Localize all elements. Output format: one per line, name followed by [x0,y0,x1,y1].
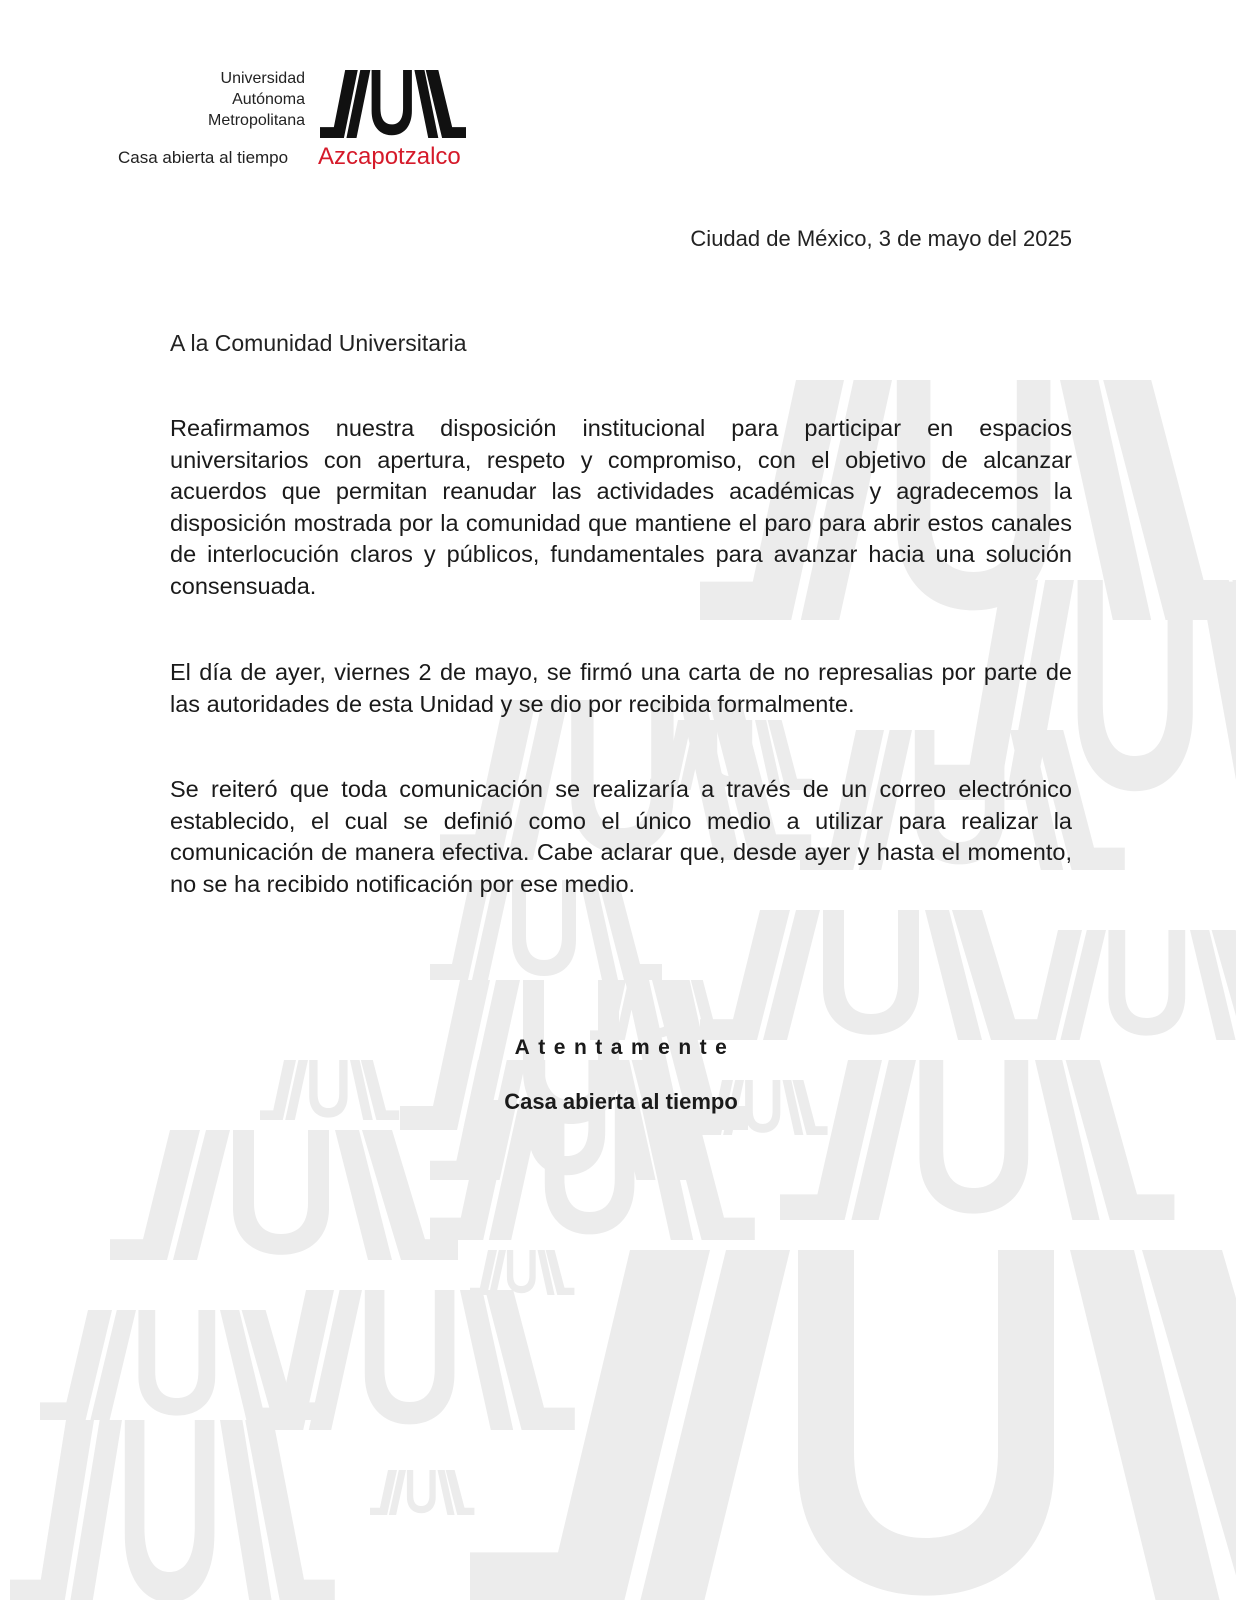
closing-motto: Casa abierta al tiempo [504,1089,738,1114]
paragraph: Se reiteró que toda comunicación se realizaría a través de un correo electrónico establecido, el cual se definió como el único medio a utilizar para realizar la comunicación de manera efectiva. Cabe aclarar que, desde ayer y hasta el momento, no se ha recibido notificación por ese medio. [170,776,1072,897]
university-name-line: Metropolitana [208,112,305,129]
letter-body [170,0,1072,1600]
letter-addressee: A la Comunidad Universitaria [170,330,467,356]
paragraph: El día de ayer, viernes 2 de mayo, se firmó una carta de no represalias por parte de las autoridades de esta Unidad y se dio por recibida formalmente. [170,659,1072,717]
logo-tagline: Casa abierta al tiempo [118,148,289,167]
campus-name: Azcapotzalco [318,143,461,170]
closing-salutation: Atentamente [514,1036,736,1059]
university-name-line: Universidad [220,70,305,87]
paragraph: Reafirmamos nuestra disposición institucional para participar en espacios universitarios con apertura, respeto y compromiso, con el objetivo de alcanzar acuerdos que permitan reanudar las actividades académicas y agradecemos la disposición mostrada por la comunidad que mantiene el paro para abrir estos canales de interlocución claros y públicos, fundamentales para avanzar hacia una solución consensuada. [170,415,1072,599]
university-name-line: Autónoma [232,91,305,108]
letter-date: Ciudad de México, 3 de mayo del 2025 [690,226,1072,251]
